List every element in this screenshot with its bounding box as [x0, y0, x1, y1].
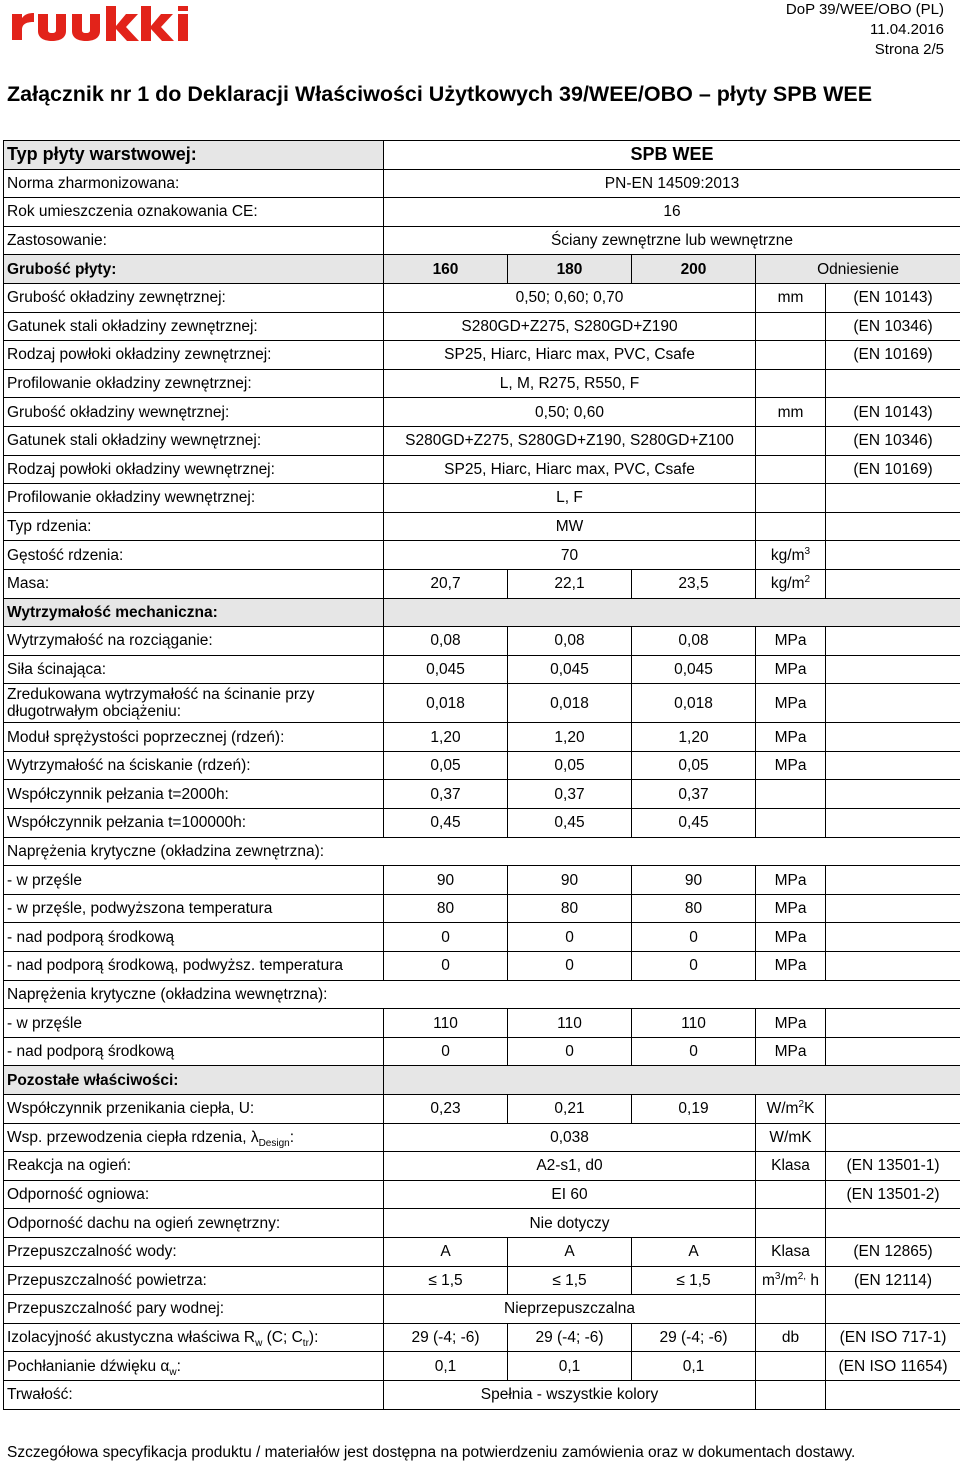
cell-value: 110: [508, 1009, 632, 1038]
row-unit: mm: [756, 283, 826, 312]
table-row: [4, 198, 960, 227]
table-row: [4, 1123, 960, 1152]
row-ref: (EN 13501-1): [826, 1152, 960, 1181]
table-row: [4, 1180, 960, 1209]
cell-value: 0: [508, 952, 632, 981]
table-row: [4, 1352, 960, 1381]
cell-value: 0,23: [384, 1095, 508, 1124]
page-number: Strona 2/5: [874, 41, 944, 58]
row-label: - w przęśle, podwyższona temperatura: [4, 894, 384, 923]
row-label: Izolacyjność akustyczna właściwa $R_w$ (C; $C_{tr}$):: [4, 1323, 384, 1352]
cell-value: 80: [508, 894, 632, 923]
cell-value: 20,7: [384, 569, 508, 598]
thickness-label: Grubość płyty:: [4, 255, 384, 284]
row-unit: MPa: [756, 866, 826, 895]
cell-value: 0: [508, 923, 632, 952]
table-row: [4, 980, 960, 1009]
cell-value: 0,018: [384, 684, 508, 723]
row-ref: (EN 10346): [826, 426, 960, 455]
table-row: [4, 1209, 960, 1238]
footer-note: Szczegółowa specyfikacja produktu / materiałów jest dostępna na potwierdzeniu zamówienia oraz w dokumentach dostawy.: [7, 1444, 856, 1461]
section-header: Wytrzymałość mechaniczna:: [4, 598, 384, 627]
row-ref: (EN 12865): [826, 1237, 960, 1266]
cell-value: 0,45: [384, 809, 508, 838]
row-label: Typ rdzenia:: [4, 512, 384, 541]
row-unit: Klasa: [756, 1237, 826, 1266]
cell-value: 29 (-4; -6): [384, 1323, 508, 1352]
row-unit: MPa: [756, 627, 826, 656]
table-row: [4, 1009, 960, 1038]
cell-value: 90: [632, 866, 756, 895]
table-row: [4, 1095, 960, 1124]
row-ref: (EN ISO 11654): [826, 1352, 960, 1381]
row-ref: (EN 10346): [826, 312, 960, 341]
cell-value: 80: [384, 894, 508, 923]
cell-value: 0,08: [384, 627, 508, 656]
doc-id: DoP 39/WEE/OBO (PL): [785, 1, 944, 18]
cell-value: 1,20: [384, 723, 508, 752]
row-value: Nieprzepuszczalna: [384, 1295, 756, 1324]
cell-value: 0,08: [632, 627, 756, 656]
row-label: Gatunek stali okładziny wewnętrznej:: [4, 426, 384, 455]
row-value: SP25, Hiarc, Hiarc max, PVC, Csafe: [384, 341, 756, 370]
cell-value: 0,018: [632, 684, 756, 723]
cell-value: 90: [508, 866, 632, 895]
row-unit: MPa: [756, 952, 826, 981]
row-value: S280GD+Z275, S280GD+Z190, S280GD+Z100: [384, 426, 756, 455]
thickness-3: 200: [632, 255, 756, 284]
cell-value: 0,05: [632, 751, 756, 780]
cell-value: 0,1: [508, 1352, 632, 1381]
row-label: Rodzaj powłoki okładziny zewnętrznej:: [4, 341, 384, 370]
row-label: Współczynnik przenikania ciepła, U:: [4, 1095, 384, 1124]
row-value: Nie dotyczy: [384, 1209, 756, 1238]
row-ref: (EN 10169): [826, 455, 960, 484]
row-label: Rodzaj powłoki okładziny wewnętrznej:: [4, 455, 384, 484]
subsection-header: Naprężenia krytyczne (okładzina wewnętrzna):: [4, 980, 960, 1009]
row-value: SP25, Hiarc, Hiarc max, PVC, Csafe: [384, 455, 756, 484]
row-unit: MPa: [756, 751, 826, 780]
cell-value: 110: [632, 1009, 756, 1038]
row-label: - nad podporą środkową: [4, 1037, 384, 1066]
row-unit: Klasa: [756, 1152, 826, 1181]
cell-value: 0,1: [632, 1352, 756, 1381]
row-label: Trwałość:: [4, 1380, 384, 1409]
thickness-2: 180: [508, 255, 632, 284]
cell-value: A: [384, 1237, 508, 1266]
row-label: Współczynnik pełzania t=100000h:: [4, 809, 384, 838]
row-value: Ściany zewnętrzne lub wewnętrzne: [384, 226, 960, 255]
cell-value: 0,19: [632, 1095, 756, 1124]
row-value: EI 60: [384, 1180, 756, 1209]
cell-value: ≤ 1,5: [508, 1266, 632, 1295]
row-ref: (EN ISO 717-1): [826, 1323, 960, 1352]
row-label: Reakcja na ogień:: [4, 1152, 384, 1181]
row-unit: W/mK: [756, 1123, 826, 1152]
row-label: - w przęśle: [4, 1009, 384, 1038]
row-label: Odporność ogniowa:: [4, 1180, 384, 1209]
row-label: Wytrzymałość na rozciąganie:: [4, 627, 384, 656]
type-value: SPB WEE: [384, 141, 960, 170]
row-label: Norma zharmonizowana:: [4, 169, 384, 198]
table-row: [4, 809, 960, 838]
table-row: [4, 723, 960, 752]
table-row: [4, 569, 960, 598]
row-value: 0,50; 0,60: [384, 398, 756, 427]
table-row: [4, 398, 960, 427]
cell-value: 0,45: [632, 809, 756, 838]
row-unit: db: [756, 1323, 826, 1352]
table-row: [4, 1066, 960, 1095]
cell-value: 1,20: [508, 723, 632, 752]
cell-value: 0: [632, 923, 756, 952]
table-row: [4, 1295, 960, 1324]
cell-value: A: [508, 1237, 632, 1266]
cell-value: 0: [632, 952, 756, 981]
cell-value: 1,20: [632, 723, 756, 752]
cell-value: 0,018: [508, 684, 632, 723]
row-label: Współczynnik pełzania t=2000h:: [4, 780, 384, 809]
row-value: 0,50; 0,60; 0,70: [384, 283, 756, 312]
cell-value: 22,1: [508, 569, 632, 598]
table-row: [4, 341, 960, 370]
cell-value: 0,045: [384, 655, 508, 684]
row-label: Gatunek stali okładziny zewnętrznej:: [4, 312, 384, 341]
row-label: Przepuszczalność wody:: [4, 1237, 384, 1266]
row-label: Rok umieszczenia oznakowania CE:: [4, 198, 384, 227]
table-row: [4, 598, 960, 627]
type-label: Typ płyty warstwowej:: [4, 141, 384, 170]
section-header: Pozostałe właściwości:: [4, 1066, 384, 1095]
cell-value: 0,045: [632, 655, 756, 684]
table-row: [4, 655, 960, 684]
row-value: L, F: [384, 484, 756, 513]
row-label: Przepuszczalność powietrza:: [4, 1266, 384, 1295]
cell-value: 0,05: [384, 751, 508, 780]
row-ref: (EN 13501-2): [826, 1180, 960, 1209]
table-row: [4, 312, 960, 341]
row-unit: MPa: [756, 655, 826, 684]
row-value: 16: [384, 198, 960, 227]
ruukki-logo: [10, 4, 200, 42]
table-row: [4, 866, 960, 895]
row-unit: MPa: [756, 1009, 826, 1038]
row-label: Zastosowanie:: [4, 226, 384, 255]
row-value: S280GD+Z275, S280GD+Z190: [384, 312, 756, 341]
table-row: [4, 751, 960, 780]
table-row: [4, 512, 960, 541]
row-value: PN-EN 14509:2013: [384, 169, 960, 198]
cell-value: ≤ 1,5: [384, 1266, 508, 1295]
cell-value: 0,37: [508, 780, 632, 809]
table-row: [4, 283, 960, 312]
row-label: Pochłanianie dźwięku $\alpha_w$:: [4, 1352, 384, 1381]
row-label: Profilowanie okładziny wewnętrznej:: [4, 484, 384, 513]
table-row: [4, 923, 960, 952]
row-unit: mm: [756, 398, 826, 427]
cell-value: 29 (-4; -6): [508, 1323, 632, 1352]
cell-value: 0,37: [632, 780, 756, 809]
header-info: [786, 0, 944, 60]
row-unit: MPa: [756, 723, 826, 752]
table-row: [4, 369, 960, 398]
table-row: [4, 1266, 960, 1295]
row-label: Wsp. przewodzenia ciepła rdzenia, $\lambda_{Design}$:: [4, 1123, 384, 1152]
table-row: [4, 627, 960, 656]
row-value: L, M, R275, R550, F: [384, 369, 756, 398]
table-row: [4, 1237, 960, 1266]
cell-value: 0: [384, 952, 508, 981]
row-label: Siła ścinająca:: [4, 655, 384, 684]
table-row: [4, 226, 960, 255]
row-ref: (EN 10143): [826, 283, 960, 312]
cell-value: A: [632, 1237, 756, 1266]
table-row: [4, 541, 960, 570]
table-row: [4, 837, 960, 866]
spec-table: [3, 140, 960, 1410]
cell-value: 0,45: [508, 809, 632, 838]
cell-value: ≤ 1,5: [632, 1266, 756, 1295]
row-unit: MPa: [756, 894, 826, 923]
row-label: Moduł sprężystości poprzecznej (rdzeń):: [4, 723, 384, 752]
subsection-header: Naprężenia krytyczne (okładzina zewnętrzna):: [4, 837, 960, 866]
table-row: [4, 684, 960, 723]
cell-value: 23,5: [632, 569, 756, 598]
row-label: Grubość okładziny wewnętrznej:: [4, 398, 384, 427]
table-row: [4, 780, 960, 809]
row-label: - nad podporą środkową, podwyższ. temperatura: [4, 952, 384, 981]
row-label: Grubość okładziny zewnętrznej:: [4, 283, 384, 312]
cell-value: 0,045: [508, 655, 632, 684]
table-row: [4, 1152, 960, 1181]
table-row: [4, 484, 960, 513]
row-unit: $kg/m^2$: [756, 569, 826, 598]
row-label: Zredukowana wytrzymałość na ścinanie przy długotrwałym obciążeniu:: [4, 684, 384, 723]
row-unit: MPa: [756, 684, 826, 723]
row-label: - nad podporą środkową: [4, 923, 384, 952]
cell-value: 29 (-4; -6): [632, 1323, 756, 1352]
table-row: [4, 952, 960, 981]
table-row: [4, 169, 960, 198]
table-row: [4, 1037, 960, 1066]
row-value: A2-s1, d0: [384, 1152, 756, 1181]
row-value: 70: [384, 541, 756, 570]
cell-value: 0: [508, 1037, 632, 1066]
cell-value: 110: [384, 1009, 508, 1038]
table-row: [4, 141, 960, 170]
cell-value: 0,08: [508, 627, 632, 656]
cell-value: 0: [384, 923, 508, 952]
row-value: Spełnia - wszystkie kolory: [384, 1380, 756, 1409]
row-unit: $kg/m^3$: [756, 541, 826, 570]
row-unit: MPa: [756, 923, 826, 952]
table-row: [4, 455, 960, 484]
row-label: Gęstość rdzenia:: [4, 541, 384, 570]
table-row: [4, 426, 960, 455]
table-row: [4, 255, 960, 284]
cell-value: 0: [384, 1037, 508, 1066]
table-row: [4, 1323, 960, 1352]
row-label: Przepuszczalność pary wodnej:: [4, 1295, 384, 1324]
row-unit: $W/m^2K$: [756, 1095, 826, 1124]
row-label: - w przęśle: [4, 866, 384, 895]
cell-value: 0,05: [508, 751, 632, 780]
row-label: Profilowanie okładziny zewnętrznej:: [4, 369, 384, 398]
row-unit: $m^3/m^{2,}$ h: [756, 1266, 826, 1295]
cell-value: 0,37: [384, 780, 508, 809]
thickness-1: 160: [384, 255, 508, 284]
row-label: Masa:: [4, 569, 384, 598]
reference-header: Odniesienie: [756, 255, 960, 284]
row-label: Odporność dachu na ogień zewnętrzny:: [4, 1209, 384, 1238]
cell-value: 0: [632, 1037, 756, 1066]
page-title: Załącznik nr 1 do Deklaracji Właściwości Użytkowych 39/WEE/OBO – płyty SPB WEE: [7, 82, 873, 106]
row-ref: (EN 10169): [826, 341, 960, 370]
cell-value: 0,1: [384, 1352, 508, 1381]
table-row: [4, 894, 960, 923]
cell-value: 80: [632, 894, 756, 923]
doc-date: 11.04.2016: [870, 21, 944, 38]
row-ref: (EN 12114): [826, 1266, 960, 1295]
row-unit: MPa: [756, 1037, 826, 1066]
table-row: [4, 1380, 960, 1409]
cell-value: 90: [384, 866, 508, 895]
cell-value: 0,21: [508, 1095, 632, 1124]
row-label: Wytrzymałość na ściskanie (rdzeń):: [4, 751, 384, 780]
row-value: 0,038: [384, 1123, 756, 1152]
row-value: MW: [384, 512, 756, 541]
row-ref: (EN 10143): [826, 398, 960, 427]
